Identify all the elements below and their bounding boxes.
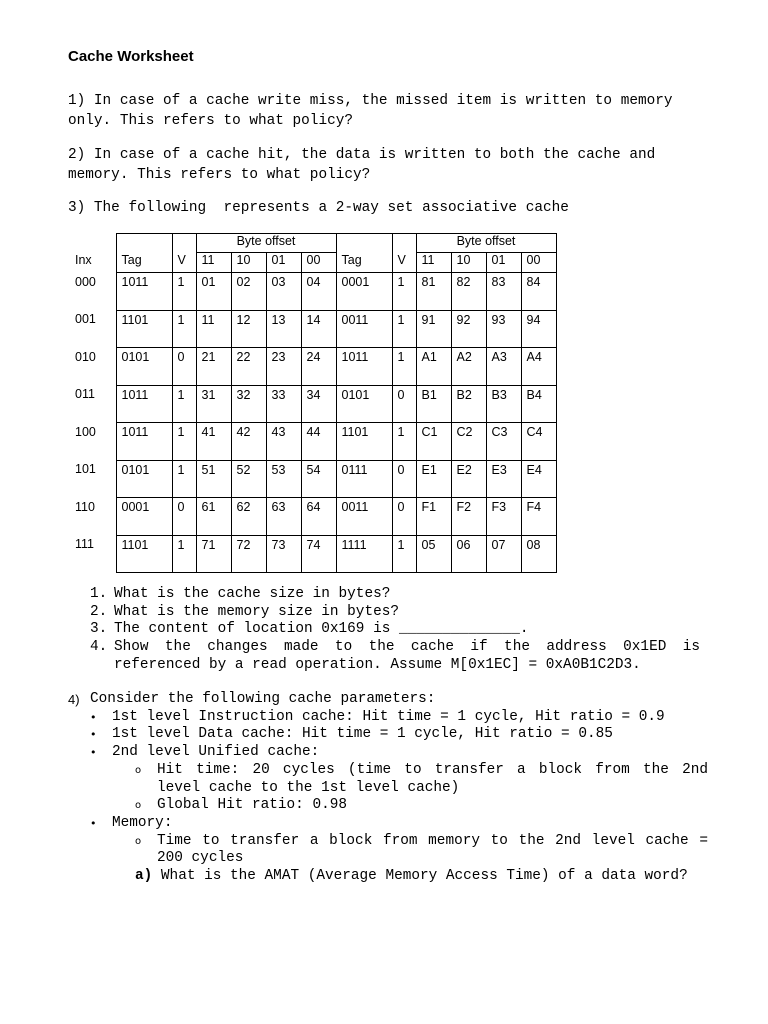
table-cell: F1 — [416, 498, 451, 536]
table-cell: 100 — [75, 424, 96, 439]
question-4 — [68, 691, 708, 886]
table-cell: B2 — [451, 385, 486, 423]
table-cell: 1 — [172, 310, 196, 348]
table-cell: 62 — [231, 498, 266, 536]
table-cell: E4 — [521, 460, 556, 498]
table-cell: 1 — [392, 273, 416, 311]
table-cell: 84 — [521, 273, 556, 311]
table-cell: 06 — [451, 535, 486, 573]
table-cell: 0001 — [116, 498, 172, 536]
table-cell: 0 — [172, 498, 196, 536]
table-cell: 010 — [75, 349, 96, 364]
table-cell: 08 — [521, 535, 556, 573]
table-cell: 82 — [451, 273, 486, 311]
column-header: V — [392, 253, 416, 273]
table-cell: 23 — [266, 348, 301, 386]
table-cell: 51 — [196, 460, 231, 498]
table-cell: 42 — [231, 423, 266, 461]
table-cell: 05 — [416, 535, 451, 573]
table-cell: 43 — [266, 423, 301, 461]
column-header: Tag — [336, 253, 392, 273]
table-cell: 53 — [266, 460, 301, 498]
question-4-number: 4) — [68, 692, 80, 707]
table-cell: 93 — [486, 310, 521, 348]
table-cell: E1 — [416, 460, 451, 498]
table-cell: 1111 — [336, 535, 392, 573]
list-item: o Time to transfer a block from memory to the 2nd level cache = 200 cycles — [135, 832, 708, 867]
table-cell: 1 — [172, 460, 196, 498]
cache-table-body — [70, 273, 556, 573]
table-cell: B3 — [486, 385, 521, 423]
table-cell: 001 — [75, 312, 96, 326]
table-cell: 94 — [521, 310, 556, 348]
column-header: 10 — [231, 253, 266, 273]
list-item: 2. What is the memory size in bytes? — [90, 603, 399, 620]
table-cell: C1 — [416, 423, 451, 461]
bullet-icon: • — [90, 816, 97, 830]
table-cell: 83 — [486, 273, 521, 311]
table-cell: 1 — [392, 310, 416, 348]
table-cell: 07 — [486, 535, 521, 573]
table-cell: 111 — [75, 537, 95, 551]
table-cell: 1 — [172, 535, 196, 573]
table-cell: 13 — [266, 310, 301, 348]
part-a-text: What is the AMAT (Average Memory Access Time) of a data word? — [152, 868, 688, 885]
table-cell: 0011 — [336, 498, 392, 536]
question-3: 3) The following represents a 2-way set associative cache — [68, 200, 569, 216]
table-cell: 12 — [231, 310, 266, 348]
table-cell: 74 — [301, 535, 336, 573]
table-cell: 14 — [301, 310, 336, 348]
question-2: 2) In case of a cache hit, the data is written to both the cache and memory. This refers to what policy? — [68, 147, 656, 183]
table-cell: 92 — [451, 310, 486, 348]
table-cell: 1 — [392, 535, 416, 573]
table-cell: 1 — [392, 348, 416, 386]
table-row — [70, 385, 556, 423]
sub-question-list — [90, 586, 700, 675]
sub-bullet-icon: o — [135, 835, 142, 847]
table-cell: 33 — [266, 385, 301, 423]
table-cell: 04 — [301, 273, 336, 311]
table-cell: 1101 — [116, 535, 172, 573]
cache-table — [70, 233, 557, 573]
table-row — [70, 310, 556, 348]
table-cell: 1011 — [336, 348, 392, 386]
list-item: • 2nd level Unified cache: — [90, 744, 320, 761]
table-cell: C2 — [451, 423, 486, 461]
table-cell: 03 — [266, 273, 301, 311]
column-header: 01 — [486, 253, 521, 273]
table-cell: 1 — [172, 423, 196, 461]
column-header: 00 — [521, 253, 556, 273]
table-cell: 0 — [172, 348, 196, 386]
table-cell: 000 — [75, 274, 96, 289]
table-cell: 72 — [231, 535, 266, 573]
bullet-icon: • — [90, 746, 97, 760]
l2-sub-list — [68, 762, 708, 815]
table-cell: 34 — [301, 385, 336, 423]
column-header: Tag — [116, 253, 172, 273]
table-cell: B1 — [416, 385, 451, 423]
list-item: • Memory: — [90, 814, 173, 831]
table-cell: 11 — [196, 310, 231, 348]
table-cell: F4 — [521, 498, 556, 536]
column-header: 01 — [266, 253, 301, 273]
table-cell: 02 — [231, 273, 266, 311]
table-cell: 011 — [75, 387, 95, 401]
table-cell: 1 — [392, 423, 416, 461]
memory-list — [68, 815, 708, 833]
table-cell: C4 — [521, 423, 556, 461]
list-item: 4. Show the changes made to the cache if the address 0x1ED is referenced by a read operation. Assume M[0x1EC] = 0xA0B1C2D3. — [90, 639, 700, 673]
byte-offset-header-way-1: Byte offset — [416, 234, 556, 253]
memory-sub-list — [68, 833, 708, 868]
table-row — [70, 498, 556, 536]
parameter-list — [68, 709, 708, 762]
table-row — [70, 535, 556, 573]
table-cell: F2 — [451, 498, 486, 536]
column-header: 10 — [451, 253, 486, 273]
table-cell: 1011 — [116, 423, 172, 461]
table-cell: 1101 — [116, 310, 172, 348]
table-cell: 22 — [231, 348, 266, 386]
table-cell: 1 — [172, 273, 196, 311]
worksheet-title: Cache Worksheet — [68, 48, 194, 65]
table-header-row-2 — [70, 253, 556, 273]
table-cell: 54 — [301, 460, 336, 498]
table-cell: A2 — [451, 348, 486, 386]
table-cell: 1101 — [336, 423, 392, 461]
question-4-intro: 4) Consider the following cache parameters: — [68, 691, 436, 707]
table-cell: C3 — [486, 423, 521, 461]
table-cell: 64 — [301, 498, 336, 536]
table-row — [70, 348, 556, 386]
bullet-icon: • — [90, 728, 97, 742]
table-cell: 1011 — [116, 273, 172, 311]
table-cell: 0 — [392, 385, 416, 423]
table-cell: 71 — [196, 535, 231, 573]
question-1: 1) In case of a cache write miss, the missed item is written to memory only. This refers to what policy? — [68, 93, 673, 129]
table-cell: 1011 — [116, 385, 172, 423]
table-cell: 0 — [392, 460, 416, 498]
table-cell: 91 — [416, 310, 451, 348]
table-cell: B4 — [521, 385, 556, 423]
table-cell: 101 — [75, 462, 96, 476]
column-header: 11 — [196, 253, 231, 273]
table-cell: 0101 — [336, 385, 392, 423]
sub-bullet-icon: o — [135, 764, 142, 776]
list-item: • 1st level Instruction cache: Hit time = 1 cycle, Hit ratio = 0.9 — [90, 708, 665, 725]
table-cell: 0101 — [116, 348, 172, 386]
list-item: o Hit time: 20 cycles (time to transfer a block from the 2nd level cache to the 1st level cache) — [135, 761, 708, 796]
table-cell: 0 — [392, 498, 416, 536]
table-cell: 0001 — [336, 273, 392, 311]
table-cell: A1 — [416, 348, 451, 386]
table-cell: 01 — [196, 273, 231, 311]
list-item: 3. The content of location 0x169 is ______________. — [90, 621, 529, 638]
byte-offset-header-way-0: Byte offset — [196, 234, 336, 253]
list-item: 1. What is the cache size in bytes? — [90, 586, 391, 602]
table-cell: E2 — [451, 460, 486, 498]
table-cell: A4 — [521, 348, 556, 386]
column-header: 11 — [416, 253, 451, 273]
table-cell: 0101 — [116, 460, 172, 498]
table-cell: 21 — [196, 348, 231, 386]
table-cell: F3 — [486, 498, 521, 536]
table-cell: 1 — [172, 385, 196, 423]
table-cell: 52 — [231, 460, 266, 498]
table-cell: 32 — [231, 385, 266, 423]
table-cell: 44 — [301, 423, 336, 461]
table-cell: 73 — [266, 535, 301, 573]
table-cell: A3 — [486, 348, 521, 386]
table-cell: 61 — [196, 498, 231, 536]
table-cell: 81 — [416, 273, 451, 311]
list-item: o Global Hit ratio: 0.98 — [135, 797, 347, 814]
list-item: • 1st level Data cache: Hit time = 1 cycle, Hit ratio = 0.85 — [90, 726, 613, 743]
table-cell: 63 — [266, 498, 301, 536]
column-header: Inx — [75, 252, 92, 267]
table-cell: E3 — [486, 460, 521, 498]
table-cell: 41 — [196, 423, 231, 461]
table-header-row-1 — [70, 234, 556, 253]
column-header: V — [172, 253, 196, 273]
table-cell: 31 — [196, 385, 231, 423]
table-row — [70, 423, 556, 461]
bullet-icon: • — [90, 710, 97, 724]
table-row — [70, 460, 556, 498]
table-cell: 0011 — [336, 310, 392, 348]
part-a-label: a) — [135, 868, 153, 885]
table-cell: 0111 — [336, 460, 392, 498]
column-header: 00 — [301, 253, 336, 273]
table-row — [70, 273, 556, 311]
table-cell: 110 — [75, 499, 95, 514]
sub-bullet-icon: o — [135, 800, 142, 812]
part-a-question — [68, 868, 708, 886]
table-cell: 24 — [301, 348, 336, 386]
